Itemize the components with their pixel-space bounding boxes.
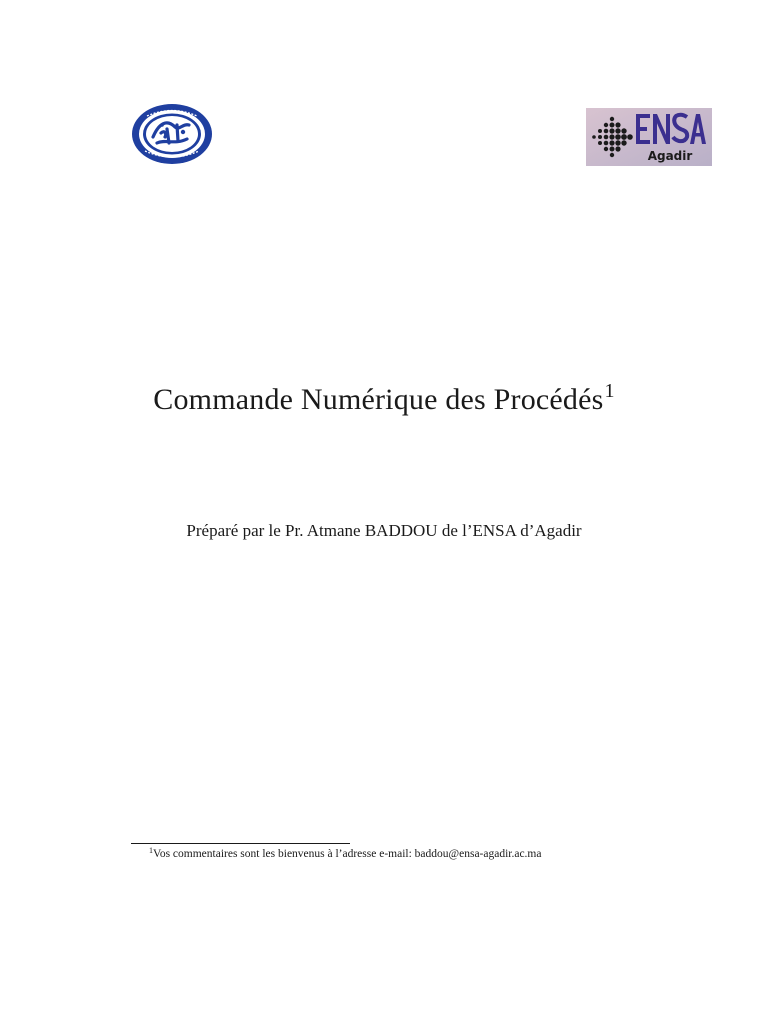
footnote-text: Vos commentaires sont les bienvenus à l’adresse e-mail: baddou@ensa-agadir.ac.ma [153,848,542,860]
university-ibn-zohr-seal-icon [131,103,213,165]
university-logo [131,103,213,165]
author-line: Préparé par le Pr. Atmane BADDOU de l’ENSA d’Agadir [186,521,582,540]
ensa-logo-subtitle: Agadir [647,149,693,163]
ensa-agadir-logo [586,108,712,166]
footnote-mark: 1 [149,846,153,855]
footnote-divider [131,843,350,844]
document-title-block [0,380,768,417]
footnote [149,846,541,860]
document-title: Commande Numérique des Procédés [153,383,604,416]
ensa-agadir-logo-icon [586,108,712,166]
title-footnote-mark: 1 [604,380,615,402]
